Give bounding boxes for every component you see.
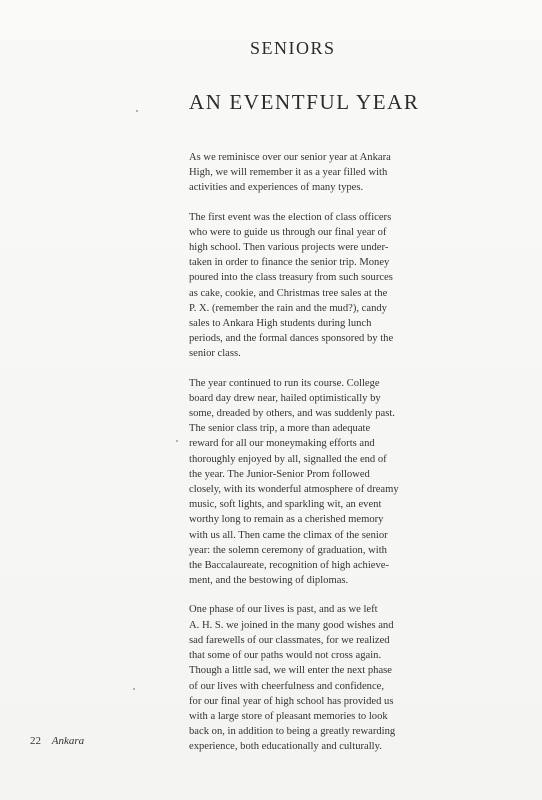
paragraph-intro: As we reminisce over our senior year at Ankara High, we will remember it as a year filled with activities and experiences of many types.: [189, 152, 391, 194]
paper-speck: [133, 688, 135, 690]
paper-speck: [136, 110, 138, 112]
paragraph-year-course: The year continued to run its course. College board day drew near, hailed optimistically by some, dreaded by others, and was suddenly past. The senior class trip, a more than adequate reward for all our moneymaking efforts and thoroughly enjoyed by all, signalled the end of the year. The Junior-Senior Prom followed closely, with its wonderful atmosphere of dreamy music, soft lights, and sparkling wit, an event worthy long to remain as a cherished memory with us all. Then came the climax of the senior year: the solemn ceremony of graduation, with the Baccalaureate, recognition of high achieve- ment, and the bestowing of diplomas.: [189, 377, 399, 587]
section-heading: SENIORS: [250, 38, 336, 58]
paper-speck: [176, 440, 178, 442]
paragraph-events: The first event was the election of class officers who were to guide us through our final year of high school. Then various projects were under- taken in order to finance the senior trip. Money poured into the class treasury from such sources as cake, cookie, and Christmas tree sales at the P. X. (remember the rain and the mud?), candy sales to Ankara High students during lunch periods, and the formal dances sponsored by the senior class.: [189, 211, 394, 360]
publication-name: Ankara: [51, 735, 85, 747]
article-body: [189, 150, 479, 769]
page-number: 22: [30, 735, 41, 747]
page-footer: [30, 735, 84, 747]
paragraph-closing: One phase of our lives is past, and as we left A. H. S. we joined in the many good wishes and sad farewells of our classmates, for we realized that some of our paths would not cross again. Though a little sad, we will enter the next phase of our lives with cheerfulness and confidence, for our final year of high school has provided us with a large store of pleasant memories to look back on, in addition to being a greatly rewarding experience, both educationally and culturally.: [189, 604, 396, 753]
article-title: AN EVENTFUL YEAR: [189, 90, 420, 114]
